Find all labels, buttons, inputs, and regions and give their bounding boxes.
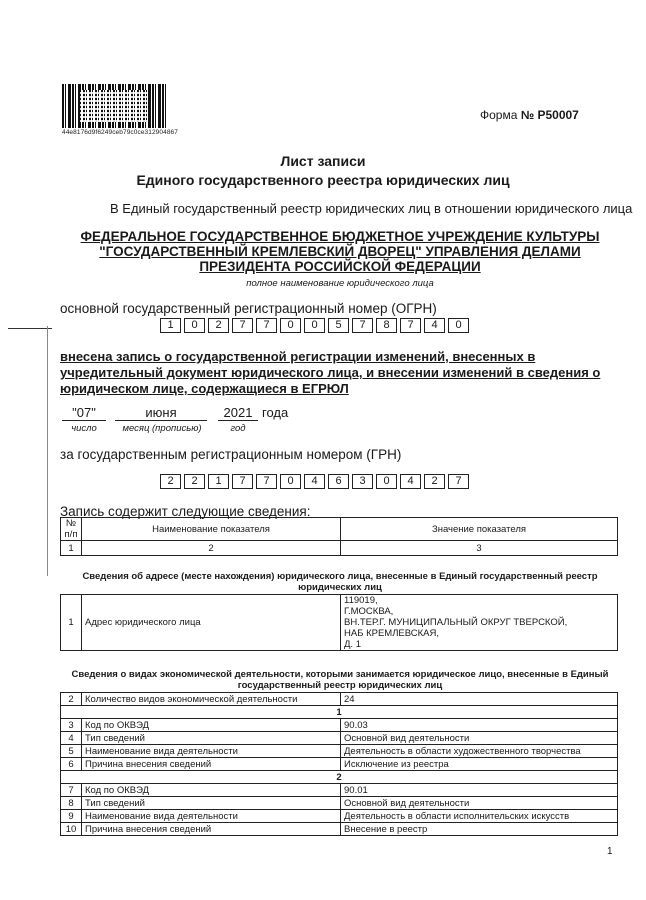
- document-title: Лист записи: [280, 153, 366, 169]
- date-goda: года: [262, 405, 289, 420]
- ogrn-digit: 2: [208, 318, 229, 333]
- table-row: [61, 797, 618, 810]
- table-row: [61, 823, 618, 836]
- margin-mark: [8, 328, 52, 329]
- margin-line: [47, 326, 48, 576]
- barcode: [62, 84, 166, 128]
- row-key: Наименование вида деятельности: [82, 810, 341, 823]
- row-value: 90.01: [341, 784, 618, 797]
- record-text: внесена запись о государственной регистрации изменений, внесенных в учредительный документ юридического лица, и внесении изменений в сведения о юридическом лице, содержащиеся в ЕГРЮЛ: [60, 349, 601, 396]
- date-month: июня: [115, 405, 207, 421]
- form-label: Форма: [480, 108, 518, 122]
- grn-digit: 2: [424, 474, 445, 489]
- row-value: Основной вид деятельности: [341, 797, 618, 810]
- table-row: [61, 771, 618, 784]
- address-line: НАБ КРЕМЛЕВСКАЯ,: [344, 628, 440, 639]
- header-col-2: 2: [82, 541, 341, 556]
- row-value: Внесение в реестр: [341, 823, 618, 836]
- ogrn-digit: 7: [400, 318, 421, 333]
- row-number: 2: [61, 693, 82, 706]
- ogrn-digit: 0: [448, 318, 469, 333]
- address-table: [60, 594, 618, 651]
- row-value: Исключение из реестра: [341, 758, 618, 771]
- grn-digit: 6: [328, 474, 349, 489]
- address-line: Г.МОСКВА,: [344, 606, 394, 617]
- row-number: 8: [61, 797, 82, 810]
- ogrn-digit: 0: [184, 318, 205, 333]
- header-num: № п/п: [61, 518, 82, 541]
- table-row: [61, 758, 618, 771]
- ogrn-digit: 4: [424, 318, 445, 333]
- group-number: 1: [61, 706, 618, 719]
- row-key: Код по ОКВЭД: [82, 719, 341, 732]
- row-number: 10: [61, 823, 82, 836]
- address-line: ВН.ТЕР.Г. МУНИЦИПАЛЬНЫЙ ОКРУГ ТВЕРСКОЙ,: [344, 617, 568, 628]
- row-key: Причина внесения сведений: [82, 758, 341, 771]
- grn-digit: 7: [448, 474, 469, 489]
- activity-section-title: Сведения о видах экономической деятельности, которыми занимается юридическое лицо, внесенные в Единый государственный реестр юридических лиц: [71, 669, 609, 691]
- header-table: [60, 517, 618, 556]
- table-row: [61, 706, 618, 719]
- row-number: 5: [61, 745, 82, 758]
- ogrn-label: основной государственный регистрационный номер (ОГРН): [60, 301, 437, 316]
- ogrn-digit: 1: [160, 318, 181, 333]
- row-key: Тип сведений: [82, 732, 341, 745]
- grn-digit: 2: [160, 474, 181, 489]
- grn-digit: 7: [232, 474, 253, 489]
- table-row: [61, 719, 618, 732]
- grn-digit: 4: [400, 474, 421, 489]
- grn-digit: 0: [280, 474, 301, 489]
- ogrn-digit: 7: [232, 318, 253, 333]
- address-section-title: Сведения об адресе (месте нахождения) юридического лица, внесенные в Единый государственный реестр юридических лиц: [82, 571, 598, 593]
- row-key: Наименование вида деятельности: [82, 745, 341, 758]
- row-value: 24: [341, 693, 618, 706]
- address-value: [341, 595, 618, 651]
- grn-label: за государственным регистрационным номером (ГРН): [60, 447, 402, 462]
- grn-digit: 4: [304, 474, 325, 489]
- grn-digit: 0: [376, 474, 397, 489]
- row-number: 4: [61, 732, 82, 745]
- ogrn-digit: 8: [376, 318, 397, 333]
- address-line: 119019,: [344, 595, 378, 606]
- row-number: 9: [61, 810, 82, 823]
- ogrn-digit: 0: [304, 318, 325, 333]
- table-row: [61, 595, 618, 651]
- table-row: [61, 784, 618, 797]
- date-day: "07": [62, 405, 106, 421]
- form-code: № Р50007: [520, 108, 579, 122]
- row-value: Деятельность в области художественного творчества: [341, 745, 618, 758]
- ogrn-digit: 7: [352, 318, 373, 333]
- date-year: 2021: [218, 405, 258, 421]
- header-col-3: 3: [341, 541, 618, 556]
- barcode-number: 44e8176d9f6249ceb79c0ce312904867: [62, 129, 178, 136]
- table-row: [61, 810, 618, 823]
- contains-label: Запись содержит следующие сведения:: [60, 504, 311, 519]
- ogrn-digit: 0: [280, 318, 301, 333]
- page-number: 1: [607, 846, 613, 857]
- address-row-num: 1: [61, 595, 82, 651]
- form-number: [480, 108, 579, 122]
- ogrn-digit: 7: [256, 318, 277, 333]
- grn-digits: [160, 474, 472, 489]
- row-number: 7: [61, 784, 82, 797]
- activity-table: [60, 692, 618, 836]
- document-subtitle: Единого государственного реестра юридических лиц: [136, 172, 510, 188]
- grn-digit: 7: [256, 474, 277, 489]
- table-row: [61, 745, 618, 758]
- intro-text: В Единый государственный реестр юридических лиц в отношении юридического лица: [110, 201, 633, 216]
- row-value: 90.03: [341, 719, 618, 732]
- address-row-key: Адрес юридического лица: [82, 595, 341, 651]
- header-col-1: 1: [61, 541, 82, 556]
- row-value: Деятельность в области исполнительских искусств: [341, 810, 618, 823]
- row-key: Причина внесения сведений: [82, 823, 341, 836]
- organization-caption: полное наименование юридического лица: [246, 278, 434, 289]
- row-number: 6: [61, 758, 82, 771]
- caption-month: месяц (прописью): [122, 423, 202, 434]
- header-name: Наименование показателя: [82, 518, 341, 541]
- grn-digit: 3: [352, 474, 373, 489]
- ogrn-digits: [160, 318, 472, 333]
- table-row: [61, 732, 618, 745]
- caption-day: число: [71, 423, 97, 434]
- ogrn-digit: 5: [328, 318, 349, 333]
- caption-year: год: [230, 423, 246, 434]
- row-key: Тип сведений: [82, 797, 341, 810]
- grn-digit: 2: [184, 474, 205, 489]
- row-value: Основной вид деятельности: [341, 732, 618, 745]
- row-key: Код по ОКВЭД: [82, 784, 341, 797]
- organization-name: ФЕДЕРАЛЬНОЕ ГОСУДАРСТВЕННОЕ БЮДЖЕТНОЕ УЧРЕЖДЕНИЕ КУЛЬТУРЫ "ГОСУДАРСТВЕННЫЙ КРЕМЛЕВСКИЙ ДВОРЕЦ" УПРАВЛЕНИЯ ДЕЛАМИ ПРЕЗИДЕНТА РОССИЙСКОЙ ФЕДЕРАЦИИ: [80, 229, 600, 274]
- grn-digit: 1: [208, 474, 229, 489]
- header-value: Значение показателя: [341, 518, 618, 541]
- table-row: [61, 693, 618, 706]
- group-number: 2: [61, 771, 618, 784]
- row-number: 3: [61, 719, 82, 732]
- address-line: Д. 1: [344, 639, 361, 650]
- row-key: Количество видов экономической деятельности: [82, 693, 341, 706]
